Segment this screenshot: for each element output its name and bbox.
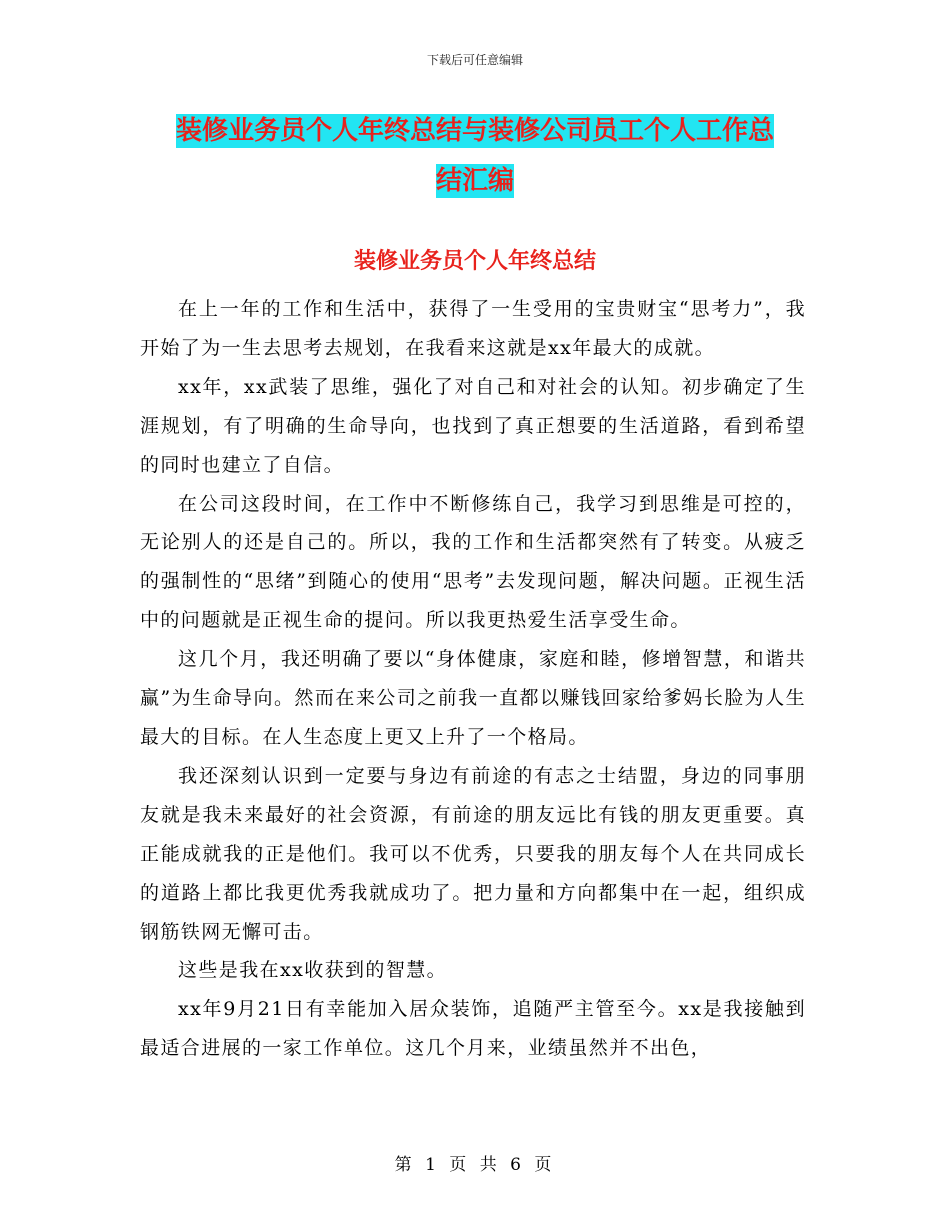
paragraph-6: 这些是我在xx收获到的智慧。 bbox=[178, 959, 448, 982]
document-title bbox=[0, 106, 950, 206]
section-title: 装修业务员个人年终总结 bbox=[353, 249, 596, 274]
paragraph-7: xx年9月21日有幸能加入居众装饰，追随严主管至今。xx是我接触到最适合进展的一家工作单位。这几个月来，业绩虽然并不出色， bbox=[140, 998, 806, 1060]
document-title-line-2: 结汇编 bbox=[435, 166, 514, 196]
document-body bbox=[140, 290, 806, 1068]
paragraph-3: 在公司这段时间，在工作中不断修练自己，我学习到思维是可控的，无论别人的还是自己的。所以，我的工作和生活都突然有了转变。从疲乏的强制性的“思绪”到随心的使用“思考”去发现问题，解决问题。正视生活中的问题就是正视生命的提问。所以我更热爱生活享受生命。 bbox=[140, 492, 806, 632]
paragraph-5: 我还深刻认识到一定要与身边有前途的有志之士结盟，身边的同事朋友就是我未来最好的社会资源，有前途的朋友远比有钱的朋友更重要。真正能成就我的正是他们。我可以不优秀，只要我的朋友每个人在共同成长的道路上都比我更优秀我就成功了。把力量和方向都集中在一起，组织成钢筋铁网无懈可击。 bbox=[140, 764, 806, 943]
page-header-note: 下载后可任意编辑 bbox=[426, 53, 523, 67]
paragraph-1: 在上一年的工作和生活中，获得了一生受用的宝贵财宝“思考力”，我开始了为一生去思考去规划，在我看来这就是xx年最大的成就。 bbox=[140, 298, 806, 359]
paragraph-2: xx年，xx武装了思维，强化了对自己和对社会的认知。初步确定了生涯规划，有了明确的生命导向，也找到了真正想要的生活道路，看到希望的同时也建立了自信。 bbox=[140, 375, 806, 476]
page-number-footer: 第 1 页 共 6 页 bbox=[394, 1155, 556, 1175]
document-title-line-1: 装修业务员个人年终总结与装修公司员工个人工作总 bbox=[175, 116, 774, 146]
paragraph-4: 这几个月，我还明确了要以“身体健康，家庭和睦，修增智慧，和谐共赢”为生命导向。然而在来公司之前我一直都以赚钱回家给爹妈长脸为人生最大的目标。在人生态度上更又上升了一个格局。 bbox=[140, 648, 806, 748]
